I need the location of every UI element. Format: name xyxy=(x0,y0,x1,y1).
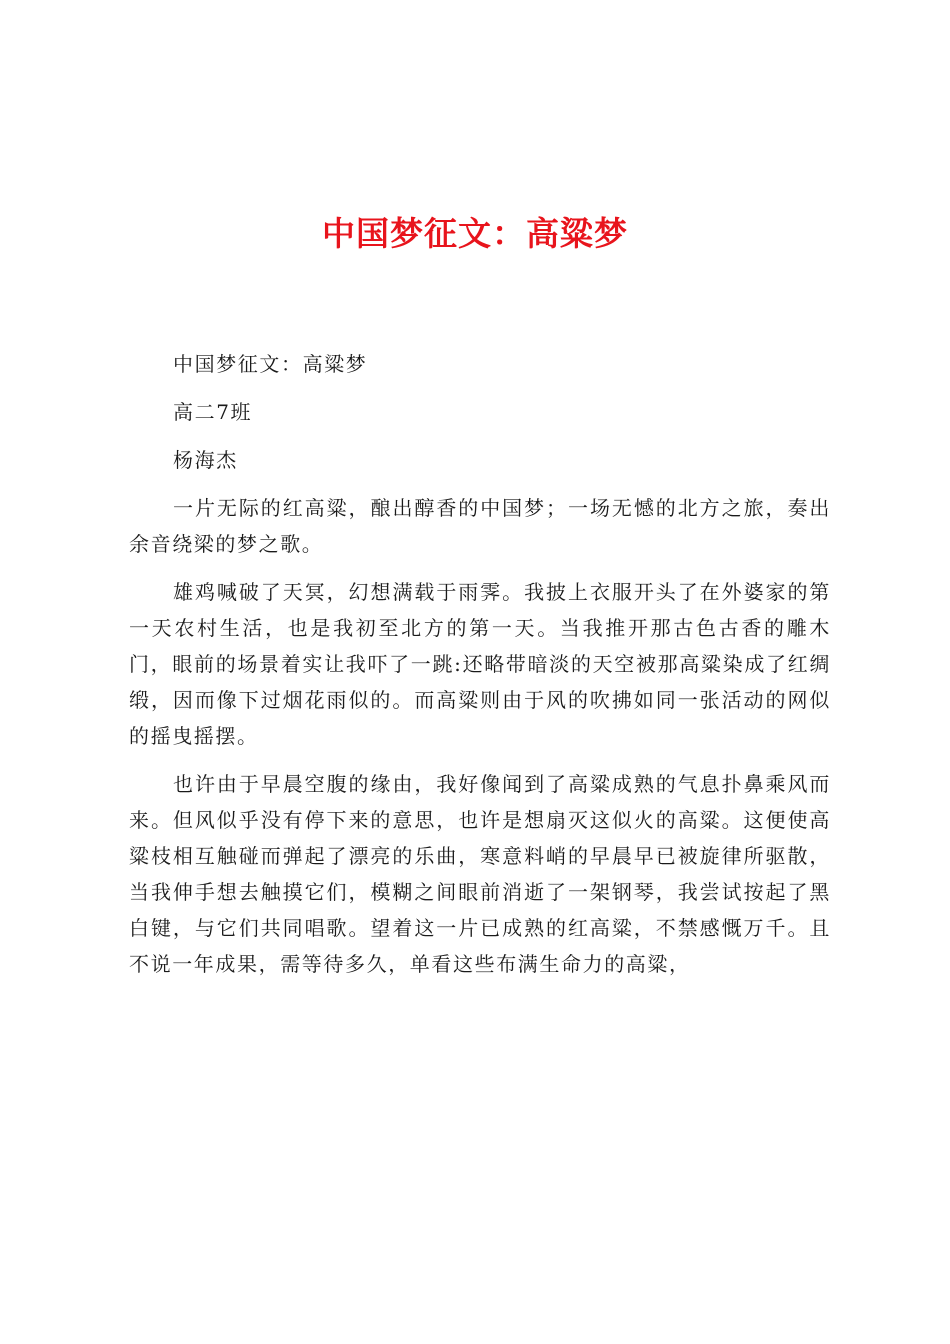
paragraph-2: 雄鸡喊破了天冥，幻想满载于雨霁。我披上衣服开头了在外婆家的第一天农村生活，也是我初至北方的第一天。当我推开那古色古香的雕木门，眼前的场景着实让我吓了一跳:还略带暗淡的天空被那高粱染成了红绸缎，因而像下过烟花雨似的。而高粱则由于风的吹拂如同一张活动的网似的摇曳摇摆。 xyxy=(129,580,831,748)
paragraph-1: 一片无际的红高粱，酿出醇香的中国梦；一场无憾的北方之旅，奏出余音绕梁的梦之歌。 xyxy=(129,496,831,556)
paragraph-3: 也许由于早晨空腹的缘由，我好像闻到了高粱成熟的气息扑鼻乘风而来。但风似乎没有停下来的意思，也许是想扇灭这似火的高粱。这便使高粱枝相互触碰而弹起了漂亮的乐曲，寒意料峭的早晨早已被旋律所驱散，当我伸手想去触摸它们，模糊之间眼前消逝了一架钢琴，我尝试按起了黑白键，与它们共同唱歌。望着这一片已成熟的红高粱，不禁感慨万千。且不说一年成果，需等待多久，单看这些布满生命力的高粱， xyxy=(129,772,831,976)
subtitle-line: 中国梦征文：高粱梦 xyxy=(173,352,368,376)
document-title: 中国梦征文：高粱梦 xyxy=(322,214,628,253)
document-body xyxy=(129,346,831,994)
author-line: 杨海杰 xyxy=(173,448,238,472)
class-line: 高二7班 xyxy=(173,400,253,424)
